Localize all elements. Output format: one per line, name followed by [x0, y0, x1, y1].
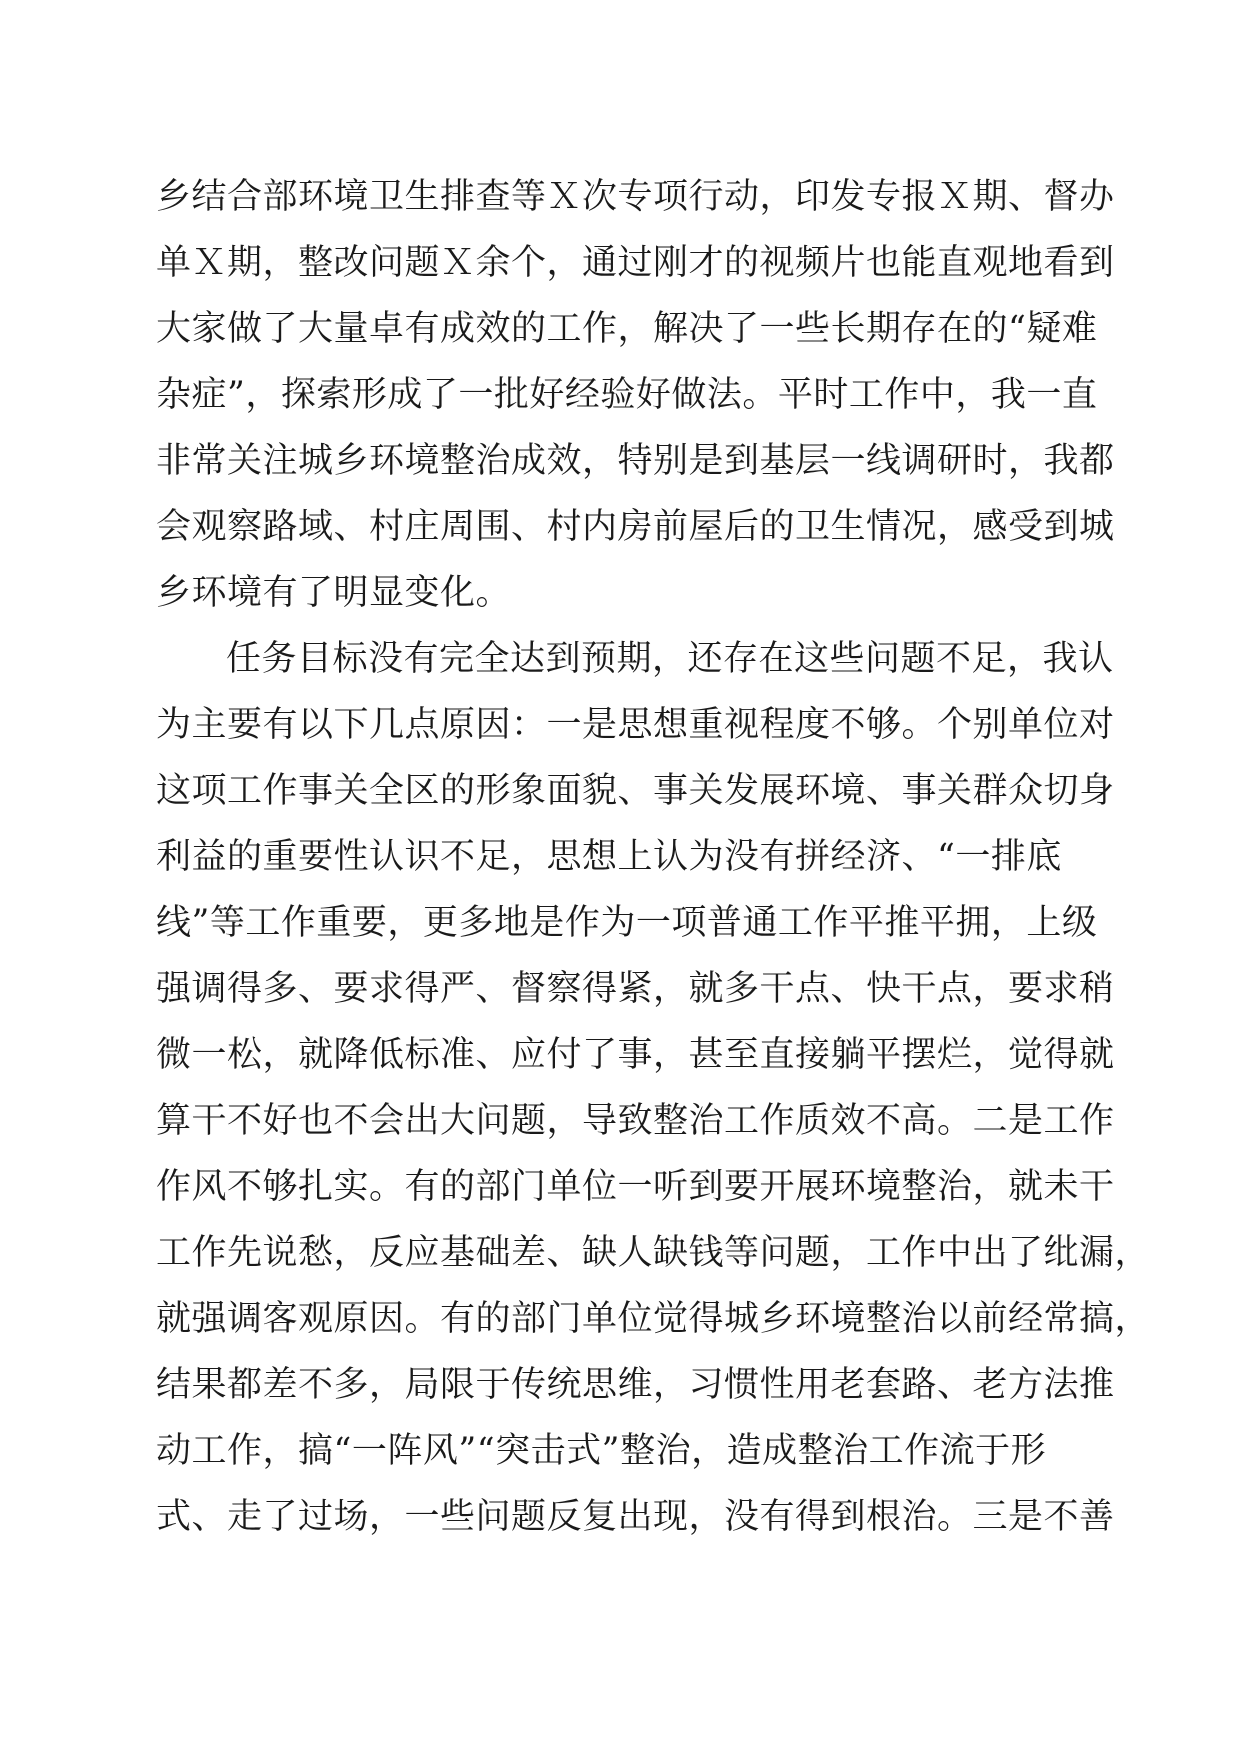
text-line: 动工作，搞“一阵风”“突击式”整治，造成整治工作流于形 — [156, 1431, 1047, 1471]
text-line: 这项工作事关全区的形象面貌、事关发展环境、事关群众切身 — [156, 771, 1115, 811]
text-line: 乡环境有了明显变化。 — [156, 573, 512, 613]
text-line: 利益的重要性认识不足，思想上认为没有拼经济、“一排底 — [156, 837, 1062, 877]
text-line: 大家做了大量卓有成效的工作，解决了一些长期存在的“疑难 — [156, 309, 1098, 349]
text-line: 结果都差不多，局限于传统思维，习惯性用老套路、老方法推 — [156, 1365, 1115, 1405]
text-line: 微一松，就降低标准、应付了事，甚至直接躺平摆烂，觉得就 — [156, 1035, 1115, 1075]
text-line: 线”等工作重要，更多地是作为一项普通工作平推平拥，上级 — [156, 903, 1098, 943]
body-text — [156, 164, 1151, 1550]
text-line: 作风不够扎实。有的部门单位一听到要开展环境整治，就未干 — [156, 1167, 1115, 1207]
text-line: 会观察路域、村庄周围、村内房前屋后的卫生情况，感受到城 — [156, 507, 1115, 547]
text-line: 非常关注城乡环境整治成效，特别是到基层一线调研时，我都 — [156, 441, 1115, 481]
text-line: 算干不好也不会出大问题，导致整治工作质效不高。二是工作 — [156, 1101, 1115, 1141]
text-line: 单Ｘ期，整改问题Ｘ余个，通过刚才的视频片也能直观地看到 — [156, 243, 1115, 283]
paragraph-first-line: 任务目标没有完全达到预期，还存在这些问题不足，我认 — [226, 639, 1114, 679]
text-line: 杂症”，探索形成了一批好经验好做法。平时工作中，我一直 — [156, 375, 1098, 415]
text-line: 乡结合部环境卫生排查等Ｘ次专项行动，印发专报Ｘ期、督办 — [156, 177, 1115, 217]
text-line: 工作先说愁，反应基础差、缺人缺钱等问题，工作中出了纰漏， — [156, 1233, 1151, 1273]
text-line: 式、走了过场，一些问题反复出现，没有得到根治。三是不善 — [156, 1497, 1115, 1537]
text-line: 为主要有以下几点原因：一是思想重视程度不够。个别单位对 — [156, 705, 1115, 745]
text-line: 强调得多、要求得严、督察得紧，就多干点、快干点，要求稍 — [156, 969, 1115, 1009]
text-line: 就强调客观原因。有的部门单位觉得城乡环境整治以前经常搞， — [156, 1299, 1151, 1339]
